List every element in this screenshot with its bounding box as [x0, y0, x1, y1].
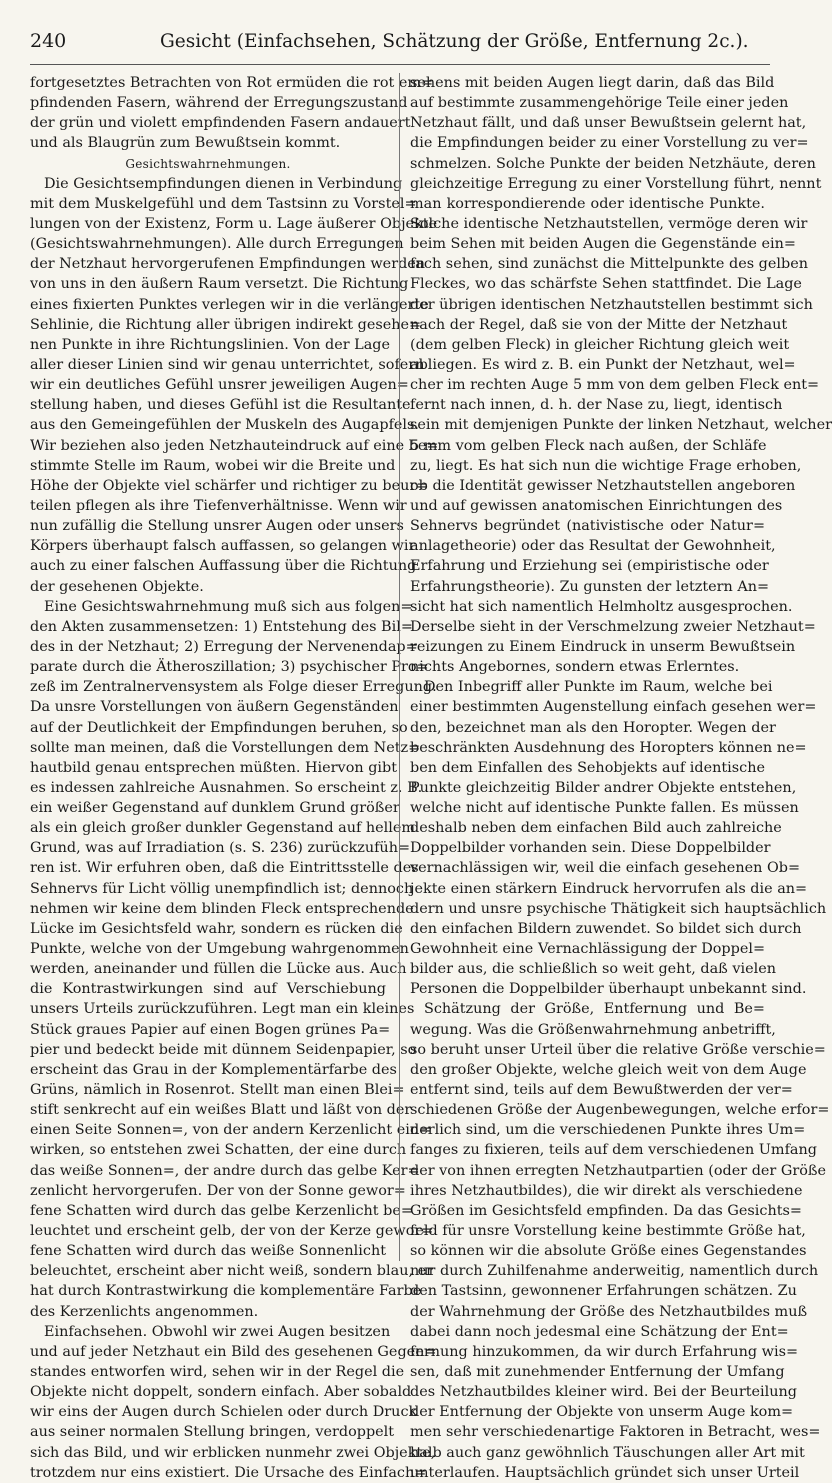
text-line: es indessen zahlreiche Ausnahmen. So erscheint z. B. [30, 779, 423, 796]
text-line: Höhe der Objekte viel schärfer und richtiger zu beur= [30, 477, 429, 494]
text-columns [30, 73, 832, 1481]
text-line: Da unsre Vorstellungen von äußern Gegenständen [30, 699, 399, 716]
text-line: zu, liegt. Es hat sich nun die wichtige Frage erhoben, [410, 457, 802, 474]
text-line: den Tastsinn, gewonnener Erfahrungen schätzen. Zu [410, 1283, 797, 1300]
text-line: parate durch die Ätheroszillation; 3) psychischer Pro= [30, 659, 429, 676]
text-line: zenlicht hervorgerufen. Der von der Sonne gewor= [30, 1182, 406, 1199]
text-line: als ein gleich großer dunkler Gegenstand auf hellem [30, 820, 416, 837]
text-line: schiedenen Größe der Augenbewegungen, welche erfor= [410, 1102, 830, 1119]
text-line: Personen die Doppelbilder überhaupt unbekannt sind. [410, 981, 807, 998]
text-line: pier und bedeckt beide mit dünnem Seidenpapier, so [30, 1041, 417, 1058]
text-line: bilder aus, die schließlich so weit geht, daß vielen [410, 961, 776, 978]
text-line: trotzdem nur eins existiert. Die Ursache des Einfach= [30, 1464, 427, 1481]
left-column [30, 73, 439, 1481]
text-line: leuchtet und erscheint gelb, der von der Kerze gewor= [30, 1223, 434, 1240]
text-line: sen, daß mit zunehmender Entfernung der Umfang [410, 1364, 785, 1380]
page-number: 240 [30, 30, 67, 52]
text-line: der Netzhaut hervorgerufenen Empfindungen werden [30, 256, 426, 273]
text-line: zeß im Zentralnervensystem als Folge dieser Erregung. [30, 679, 437, 696]
text-line: so können wir die absolute Größe eines Gegenstandes [410, 1243, 807, 1260]
text-line: werden, aneinander und füllen die Lücke aus. Auch [30, 961, 407, 978]
text-line: Erfahrungstheorie). Zu gunsten der letztern An= [410, 578, 770, 595]
text-line: ein weißer Gegenstand auf dunklem Grund größer [30, 800, 400, 817]
text-line: Wir beziehen also jeden Netzhauteindruck auf eine be= [30, 437, 439, 454]
text-line: (Gesichtswahrnehmungen). Alle durch Erregungen [30, 236, 404, 253]
text-line: anlagetheorie) oder das Resultat der Gewohnheit, [410, 538, 776, 555]
text-line: der Entfernung der Objekte von unserm Auge kom= [410, 1404, 794, 1421]
text-line: hat durch Kontrastwirkung die komplementäre Farbe [30, 1283, 422, 1300]
text-line: aller dieser Linien sind wir genau unterrichtet, sofern [30, 356, 425, 373]
text-line: beim Sehen mit beiden Augen die Gegenstände ein= [410, 236, 796, 253]
text-line: man korrespondierende oder identische Punkte. [410, 195, 765, 212]
text-line: der Wahrnehmung der Größe des Netzhautbildes muß [410, 1303, 808, 1320]
text-line: so beruht unser Urteil über die relative Größe verschie= [410, 1041, 826, 1058]
running-title: Gesicht (Einfachsehen, Schätzung der Größe, Entfernung 2c.). [160, 31, 749, 52]
text-line: nach der Regel, daß sie von der Mitte der Netzhaut [410, 316, 788, 333]
text-line: nichts Angebornes, sondern etwas Erlerntes. [410, 659, 740, 676]
text-line: nehmen wir keine dem blinden Fleck entsprechende [30, 900, 414, 917]
text-line: Die Gesichtsempfindungen dienen in Verbindung [44, 175, 403, 192]
text-line: mit dem Muskelgefühl und dem Tastsinn zu Vorstel= [30, 195, 417, 212]
text-line: Den Inbegriff aller Punkte im Raum, welche bei [424, 679, 773, 696]
text-line: standes entworfen wird, sehen wir in der Regel die [30, 1364, 405, 1380]
text-line: fanges zu fixieren, teils auf dem verschiedenen Umfang [410, 1142, 817, 1159]
text-line: fene Schatten wird durch das gelbe Kerzenlicht be= [30, 1202, 413, 1219]
text-line: unsers Urteils zurückzuführen. Legt man ein kleines [30, 1001, 415, 1018]
text-line: den einfachen Bildern zuwendet. So bildet sich durch [410, 920, 802, 937]
text-line: Netzhaut fällt, und daß unser Bewußtsein gelernt hat, [410, 115, 807, 132]
text-line: und als Blaugrün zum Bewußtsein kommt. [30, 135, 341, 152]
text-line: beleuchtet, erscheint aber nicht weiß, sondern blau, er [30, 1263, 434, 1280]
text-line: Lücke im Gesichtsfeld wahr, sondern es rücken die [30, 920, 403, 937]
text-line: schmelzen. Solche Punkte der beiden Netzhäute, deren [410, 155, 816, 172]
text-line: fortgesetztes Betrachten von Rot ermüden die rot em= [30, 75, 434, 91]
text-line: sehens mit beiden Augen liegt darin, daß das Bild [410, 75, 775, 91]
text-line: stellung haben, und dieses Gefühl ist die Resultante [30, 397, 411, 414]
text-line: Doppelbilder vorhanden sein. Diese Doppelbilder [410, 840, 771, 857]
text-line: reizungen zu Einem Eindruck in unserm Bewußtsein [410, 638, 796, 655]
text-line: cher im rechten Auge 5 mm von dem gelben Fleck ent= [410, 377, 820, 394]
text-line: einen Seite Sonnen=, von der andern Kerzenlicht ein= [30, 1122, 432, 1139]
text-line: stift senkrecht auf ein weißes Blatt und läßt von der [30, 1102, 412, 1119]
text-line: und auf jeder Netzhaut ein Bild des gesehenen Gegen= [30, 1343, 437, 1360]
text-line: hautbild genau entsprechen müßten. Hiervon gibt [30, 759, 398, 776]
text-line: Stück graues Papier auf einen Bogen grünes Pa= [30, 1021, 391, 1038]
text-line: die Empfindungen beider zu einer Vorstellung zu ver= [410, 135, 809, 152]
text-line: Körpers überhaupt falsch auffassen, so gelangen wir [30, 538, 416, 555]
text-line: wir ein deutliches Gefühl unsrer jeweiligen Augen= [30, 377, 409, 394]
text-line: halb auch ganz gewöhnlich Täuschungen aller Art mit [410, 1444, 805, 1461]
text-line: welche nicht auf identische Punkte fallen. Es müssen [410, 800, 799, 817]
text-line: des in der Netzhaut; 2) Erregung der Nervenendap= [30, 638, 418, 655]
text-line: den großer Objekte, welche gleich weit von dem Auge [410, 1061, 807, 1078]
text-line: aus seiner normalen Stellung bringen, verdoppelt [30, 1424, 395, 1441]
text-line: Schätzung der Größe, Entfernung und Be= [424, 1001, 765, 1018]
text-line: Sehnervs für Licht völlig unempfindlich ist; dennoch [30, 880, 414, 897]
text-line: nun zufällig die Stellung unsrer Augen oder unsers [30, 518, 404, 535]
text-line: wegung. Was die Größenwahrnehmung anbetrifft, [410, 1021, 776, 1038]
text-line: stimmte Stelle im Raum, wobei wir die Breite und [30, 457, 396, 474]
text-line: fernt nach innen, d. h. der Nase zu, liegt, identisch [410, 397, 783, 414]
text-line: teilen pflegen als ihre Tiefenverhältnisse. Wenn wir [30, 497, 407, 514]
text-line: die Kontrastwirkungen sind auf Verschiebung [30, 981, 386, 998]
text-line: Derselbe sieht in der Verschmelzung zweier Netzhaut= [410, 618, 816, 635]
text-line: Sehnervs begründet (nativistische oder Natur= [410, 518, 765, 535]
text-line: ben dem Einfallen des Sehobjekts auf identische [410, 759, 765, 776]
text-line: von uns in den äußern Raum versetzt. Die Richtung [30, 276, 409, 293]
text-line: und auf gewissen anatomischen Einrichtungen des [410, 497, 783, 514]
text-line: lungen von der Existenz, Form u. Lage äußerer Objekte [30, 215, 438, 232]
text-line: deshalb neben dem einfachen Bild auch zahlreiche [410, 820, 782, 837]
text-line: (dem gelben Fleck) in gleicher Richtung gleich weit [410, 336, 790, 353]
text-line: dern und unsre psychische Thätigkeit sich hauptsächlich [410, 900, 827, 917]
text-line: vernachlässigen wir, weil die einfach gesehenen Ob= [410, 860, 801, 877]
text-line: Fleckes, wo das schärfste Sehen stattfindet. Die Lage [410, 276, 802, 293]
right-column [399, 73, 832, 1481]
text-line: Erfahrung und Erziehung sei (empiristische oder [410, 558, 769, 575]
text-line: der gesehenen Objekte. [30, 578, 204, 595]
text-line: ihres Netzhautbildes), die wir direkt als verschiedene [410, 1182, 803, 1199]
text-line: abliegen. Es wird z. B. ein Punkt der Netzhaut, wel= [410, 356, 796, 373]
text-line: des Kerzenlichts angenommen. [30, 1303, 259, 1320]
text-line: wirken, so entstehen zwei Schatten, der eine durch [30, 1142, 407, 1159]
text-line: aus den Gemeingefühlen der Muskeln des Augapfels. [30, 417, 419, 434]
text-line: beschränkten Ausdehnung des Horopters können ne= [410, 739, 807, 756]
text-line: pfindenden Fasern, während der Erregungszustand [30, 95, 408, 112]
text-line: Größen im Gesichtsfeld empfinden. Da das Gesichts= [410, 1202, 802, 1219]
text-line: men sehr verschiedenartige Faktoren in Betracht, wes= [410, 1424, 821, 1441]
text-line: entfernt sind, teils auf dem Bewußtwerden der ver= [410, 1082, 793, 1099]
text-line: dabei dann noch jedesmal eine Schätzung der Ent= [410, 1323, 789, 1340]
text-line: auf bestimmte zusammengehörige Teile einer jeden [410, 95, 789, 112]
text-line: auch zu einer falschen Auffassung über die Richtung [30, 558, 417, 575]
text-line: Einfachsehen. Obwohl wir zwei Augen besitzen [44, 1323, 391, 1340]
text-line: nen Punkte in ihre Richtungslinien. Von der Lage [30, 336, 391, 353]
text-line: jekte einen stärkern Eindruck hervorrufen als die an= [410, 880, 808, 897]
text-line: des Netzhautbildes kleiner wird. Bei der Beurteilung [410, 1384, 797, 1401]
text-line: sich das Bild, und wir erblicken nunmehr zwei Objekte, [30, 1444, 436, 1461]
text-line: Gewohnheit eine Vernachlässigung der Doppel= [410, 941, 765, 958]
text-line: sicht hat sich namentlich Helmholtz ausgesprochen. [410, 598, 793, 615]
text-line: derlich sind, um die verschiedenen Punkte ihres Um= [410, 1122, 806, 1139]
text-line: feld für unsre Vorstellung keine bestimmte Größe hat, [410, 1223, 806, 1240]
text-line: nur durch Zuhilfenahme anderweitig, namentlich durch [410, 1263, 819, 1280]
text-line: Punkte, welche von der Umgebung wahrgenommen [30, 941, 409, 958]
text-line: den, bezeichnet man als den Horopter. Wegen der [410, 719, 776, 736]
text-line: ren ist. Wir erfuhren oben, daß die Eintrittsstelle des [30, 860, 419, 877]
text-line: sollte man meinen, daß die Vorstellungen dem Netz= [30, 739, 421, 756]
text-line: fach sehen, sind zunächst die Mittelpunkte des gelben [410, 256, 809, 273]
text-line: Grüns, nämlich in Rosenrot. Stellt man einen Blei= [30, 1082, 405, 1099]
text-line: Objekte nicht doppelt, sondern einfach. Aber sobald [30, 1384, 412, 1401]
text-line: Punkte gleichzeitig Bilder andrer Objekte entstehen, [410, 779, 797, 796]
text-line: auf der Deutlichkeit der Empfindungen beruhen, so [30, 719, 408, 736]
text-line: wir eins der Augen durch Schielen oder durch Druck [30, 1404, 418, 1421]
text-line: den Akten zusammensetzen: 1) Entstehung des Bil= [30, 618, 413, 635]
text-line: fernung hinzukommen, da wir durch Erfahrung wis= [410, 1343, 799, 1360]
text-line: eines fixierten Punktes verlegen wir in die verlängerte [30, 296, 429, 313]
text-line: Sehlinie, die Richtung aller übrigen indirekt gesehe= [30, 316, 422, 333]
text-line: Eine Gesichtswahrnehmung muß sich aus folgen= [44, 598, 413, 615]
section-heading: Gesichtswahrnehmungen. [125, 156, 291, 171]
text-line: der von ihnen erregten Netzhautpartien (oder der Größe [410, 1162, 827, 1179]
text-line: fene Schatten wird durch das weiße Sonnenlicht [30, 1243, 386, 1260]
text-line: gleichzeitige Erregung zu einer Vorstellung führt, nennt [410, 175, 822, 192]
text-line: sein mit demjenigen Punkte der linken Netzhaut, welcher [410, 417, 832, 434]
text-line: ob die Identität gewisser Netzhautstellen angeboren [410, 477, 796, 494]
text-line: unterlaufen. Hauptsächlich gründet sich unser Urteil [410, 1464, 800, 1481]
text-line: das weiße Sonnen=, der andre durch das gelbe Ker= [30, 1162, 420, 1179]
text-line: der grün und violett empfindenden Fasern andauert [30, 115, 411, 132]
text-line: 5 mm vom gelben Fleck nach außen, der Schläfe [410, 437, 767, 454]
running-header [30, 30, 770, 65]
text-line: erscheint das Grau in der Komplementärfarbe des [30, 1061, 397, 1078]
text-line: einer bestimmten Augenstellung einfach gesehen wer= [410, 699, 817, 716]
text-line: der übrigen identischen Netzhautstellen bestimmt sich [410, 296, 813, 313]
text-line: Grund, was auf Irradiation (s. S. 236) zurückzufüh= [30, 840, 411, 857]
text-line: Solche identische Netzhautstellen, vermöge deren wir [410, 215, 808, 232]
